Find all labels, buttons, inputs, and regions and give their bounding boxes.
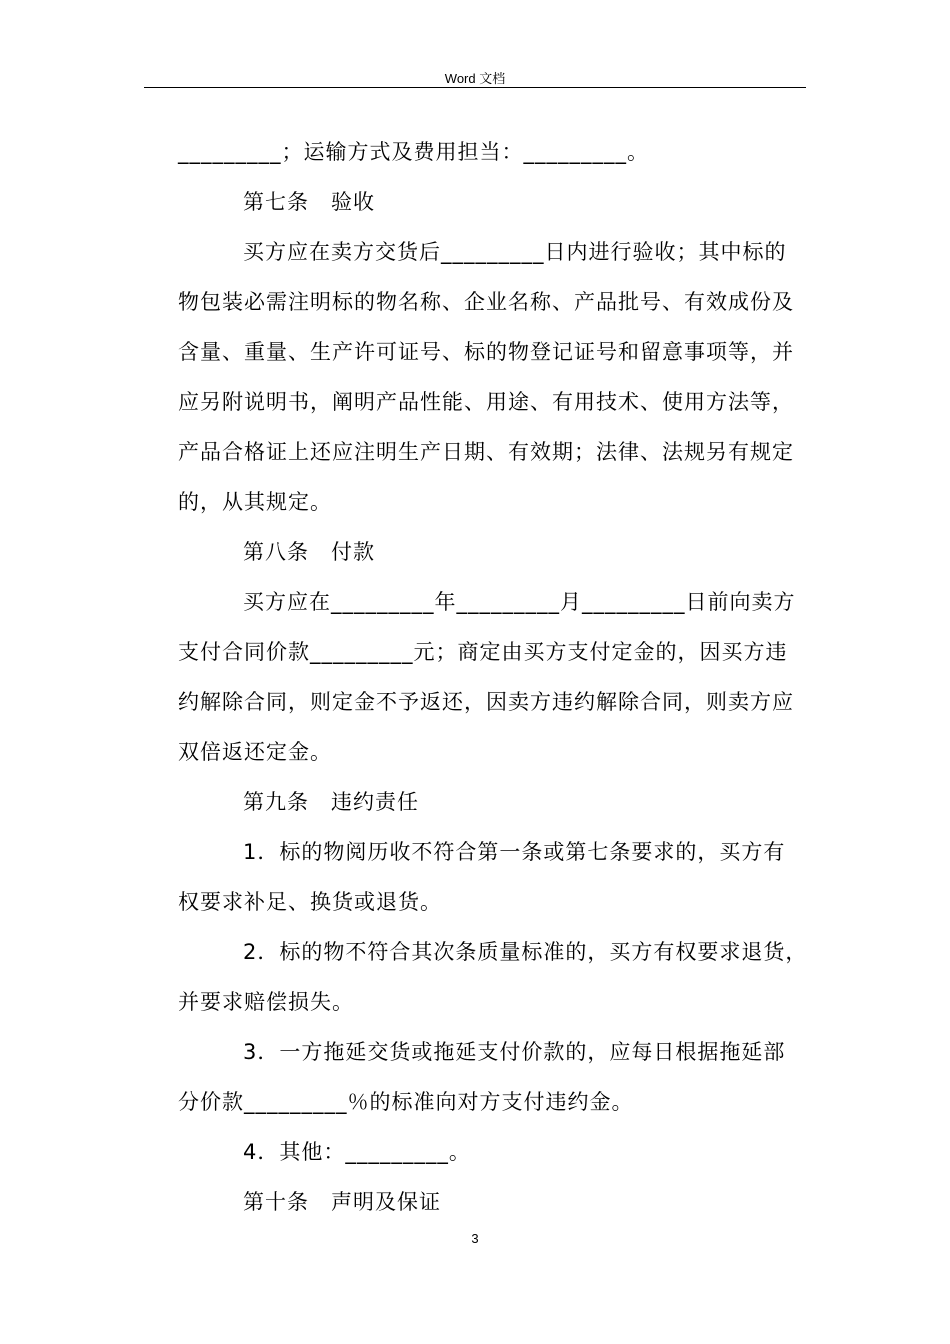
article-heading: 第七条 验收	[243, 190, 375, 214]
list-item: 2．标的物不符合其次条质量标准的，买方有权要求退货，	[243, 940, 808, 964]
text-line: 并要求赔偿损失。	[178, 990, 354, 1014]
document-body	[178, 127, 806, 1227]
page-header: Word 文档	[444, 71, 506, 86]
text-line: 双倍返还定金。	[178, 740, 332, 764]
text-line: 含量、重量、生产许可证号、标的物登记证号和留意事项等，并	[178, 340, 794, 364]
text-line: 买方应在卖方交货后_________日内进行验收；其中标的	[243, 240, 787, 264]
text-line: 分价款_________％的标准向对方支付违约金。	[178, 1090, 634, 1114]
list-item: 3．一方拖延交货或拖延支付价款的，应每日根据拖延部	[243, 1040, 786, 1064]
article-heading: 第九条 违约责任	[243, 790, 419, 814]
text-line: 物包装必需注明标的物名称、企业名称、产品批号、有效成份及	[178, 290, 794, 314]
list-item: 1．标的物阅历收不符合第一条或第七条要求的，买方有	[243, 840, 786, 864]
text-line: _________；运输方式及费用担当：_________。	[178, 140, 649, 164]
header-divider	[144, 87, 806, 88]
article-heading: 第八条 付款	[243, 540, 375, 564]
text-line: 应另附说明书，阐明产品性能、用途、有用技术、使用方法等，	[178, 390, 794, 414]
article-heading: 第十条 声明及保证	[243, 1190, 441, 1214]
text-line: 产品合格证上还应注明生产日期、有效期；法律、法规另有规定	[178, 440, 794, 464]
text-line: 约解除合同，则定金不予返还，因卖方违约解除合同，则卖方应	[178, 690, 794, 714]
text-line: 权要求补足、换货或退货。	[178, 890, 442, 914]
text-line: 的，从其规定。	[178, 490, 332, 514]
text-line: 买方应在_________年_________月_________日前向卖方	[243, 590, 796, 614]
page-number: 3	[471, 1231, 479, 1246]
text-line: 支付合同价款_________元；商定由买方支付定金的，因买方违	[178, 640, 788, 664]
list-item: 4．其他：_________。	[243, 1140, 471, 1164]
